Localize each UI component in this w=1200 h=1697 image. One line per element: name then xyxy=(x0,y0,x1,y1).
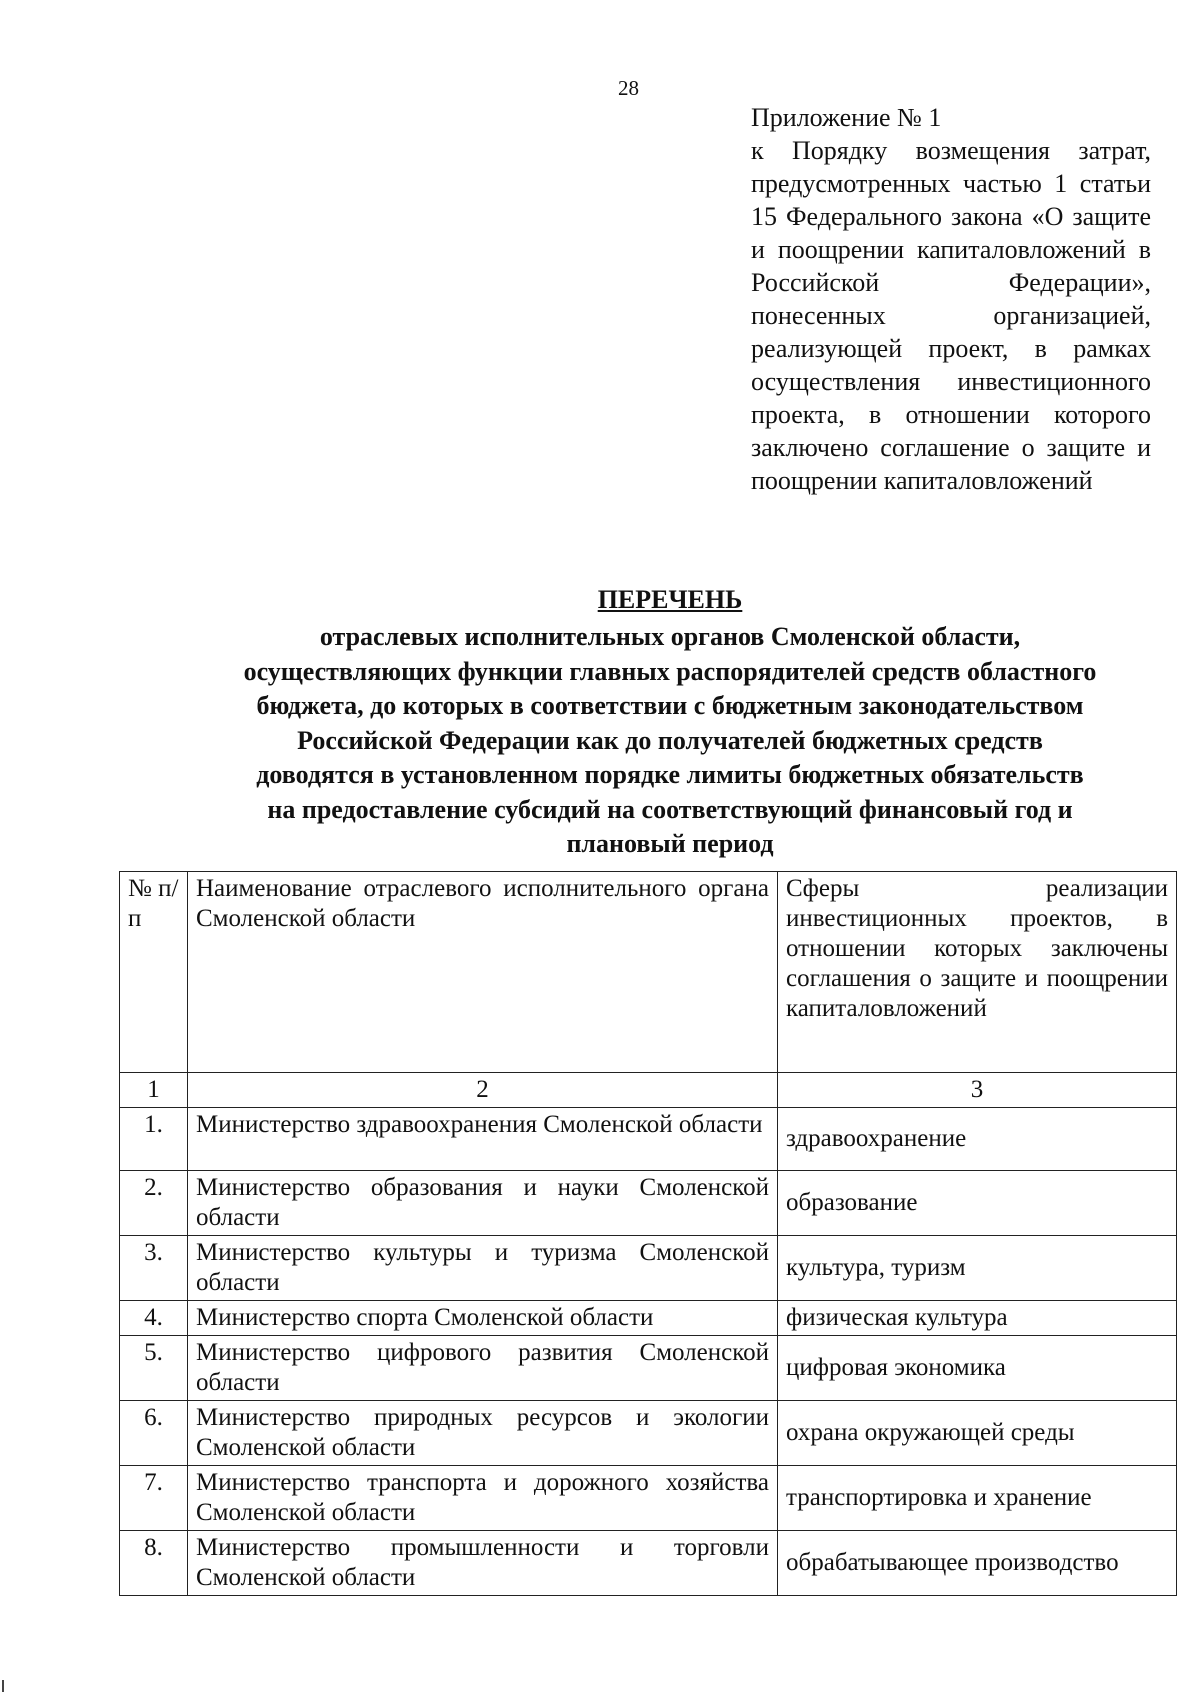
row-sphere: цифровая экономика xyxy=(778,1336,1177,1401)
table-header-row xyxy=(120,872,1177,1073)
row-num: 1. xyxy=(120,1108,188,1171)
row-sphere: здравоохранение xyxy=(778,1108,1177,1171)
table-row xyxy=(120,1466,1177,1531)
table-row xyxy=(120,1236,1177,1301)
row-sphere: культура, туризм xyxy=(778,1236,1177,1301)
table-row xyxy=(120,1301,1177,1336)
row-num: 4. xyxy=(120,1301,188,1336)
table-row xyxy=(120,1336,1177,1401)
appendix-text: к Порядку возмещения затрат, предусмотренных частью 1 статьи 15 Федерального закона «О защите и поощрении капиталовложений в Российской Федерации», понесенных организацией, реализующей проект, в рамках осуществления инвестиционного проекта, в отношении которого заключено соглашение о защите и поощрении капиталовложений xyxy=(751,136,1151,495)
row-num: 3. xyxy=(120,1236,188,1301)
row-num: 2. xyxy=(120,1171,188,1236)
row-name xyxy=(188,1466,778,1531)
row-name-text: Министерство транспорта и дорожного хозяйства Смоленской области xyxy=(196,1469,769,1526)
row-name xyxy=(188,1531,778,1596)
row-name xyxy=(188,1236,778,1301)
row-name xyxy=(188,1401,778,1466)
row-name-text: Министерство образования и науки Смоленской области xyxy=(196,1174,769,1231)
header-name-text: Наименование отраслевого исполнительного органа Смоленской области xyxy=(196,875,769,932)
appendix-title: Приложение № 1 xyxy=(751,103,942,132)
index-cell-1: 1 xyxy=(120,1073,188,1108)
row-sphere: транспортировка и хранение xyxy=(778,1466,1177,1531)
table-row xyxy=(120,1531,1177,1596)
row-name-text: Министерство спорта Смоленской области xyxy=(196,1304,654,1331)
table-row xyxy=(120,1401,1177,1466)
row-num: 5. xyxy=(120,1336,188,1401)
page-number: 28 xyxy=(618,76,639,100)
row-sphere: физическая культура xyxy=(778,1301,1177,1336)
header-name xyxy=(188,872,778,1073)
table-index-row xyxy=(120,1073,1177,1108)
header-sphere-text: Сферы реализации инвестиционных проектов, в отношении которых заключены соглашения о защите и поощрении капиталовложений xyxy=(786,875,1168,1022)
row-name-text: Министерство природных ресурсов и экологии Смоленской области xyxy=(196,1404,769,1461)
appendix-block xyxy=(751,101,1151,497)
list-subtitle: отраслевых исполнительных органов Смоленской области, осуществляющих функции главных распорядителей средств областного бюджета, до которых в соответствии с бюджетным законодательством Российской Федерации как до получателей бюджетных средств доводятся в установленном порядке лимиты бюджетных обязательств на предоставление субсидий на соответствующий финансовый год и плановый период xyxy=(243,622,1097,858)
row-name-text: Министерство культуры и туризма Смоленской области xyxy=(196,1239,769,1296)
row-sphere: охрана окружающей среды xyxy=(778,1401,1177,1466)
row-name xyxy=(188,1108,778,1171)
row-num: 7. xyxy=(120,1466,188,1531)
row-num: 6. xyxy=(120,1401,188,1466)
row-name-text: Министерство промышленности и торговли Смоленской области xyxy=(196,1534,769,1591)
row-sphere: образование xyxy=(778,1171,1177,1236)
row-name-text: Министерство цифрового развития Смоленской области xyxy=(196,1339,769,1396)
header-num: № п/п xyxy=(120,872,188,1073)
organs-table xyxy=(119,871,1177,1596)
row-sphere: обрабатывающее производство xyxy=(778,1531,1177,1596)
table-row xyxy=(120,1171,1177,1236)
scan-margin-mark xyxy=(2,1680,4,1692)
row-name xyxy=(188,1336,778,1401)
table-row xyxy=(120,1108,1177,1171)
row-name xyxy=(188,1171,778,1236)
row-num: 8. xyxy=(120,1531,188,1596)
row-name-text: Министерство здравоохранения Смоленской области xyxy=(196,1111,763,1138)
list-title: ПЕРЕЧЕНЬ xyxy=(597,585,743,614)
header-sphere xyxy=(778,872,1177,1073)
index-cell-3: 3 xyxy=(778,1073,1177,1108)
row-name xyxy=(188,1301,778,1336)
index-cell-2: 2 xyxy=(188,1073,778,1108)
